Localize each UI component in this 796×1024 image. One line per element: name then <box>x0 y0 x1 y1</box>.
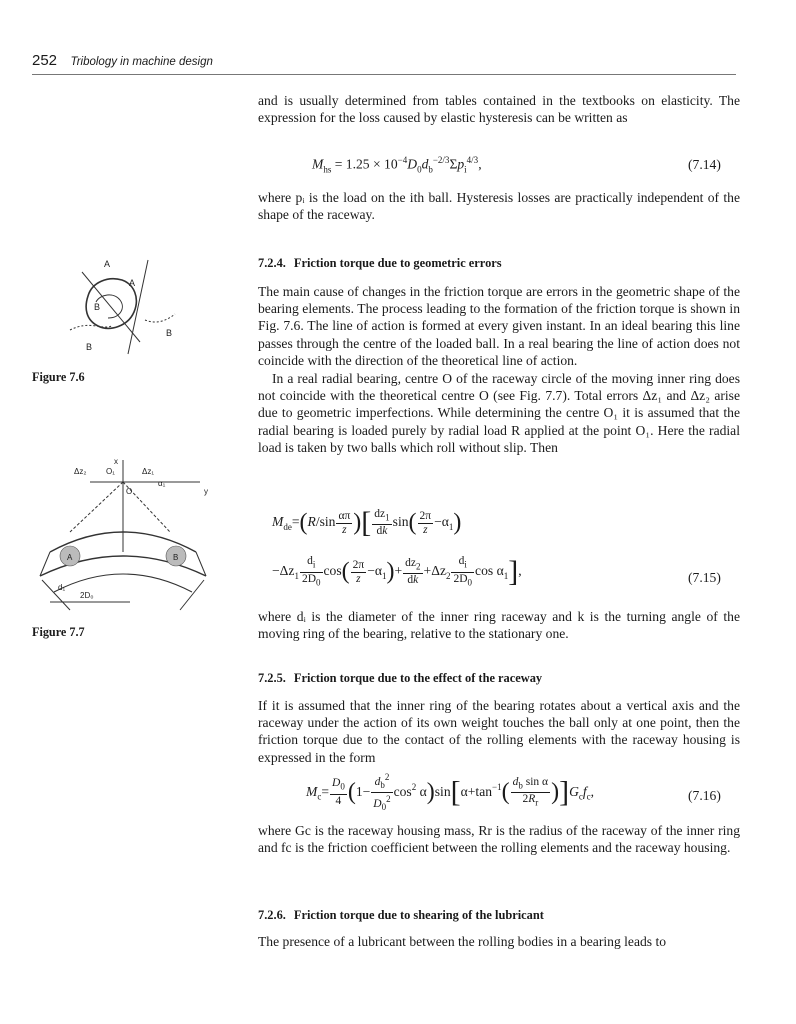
figure-7-7 <box>30 452 240 622</box>
equation-7-16: $M_c=$ $\frac{D_0}{4}$ (1− $\frac{d_b^2}{D_0^2}$ $\cos^2 \alpha)\sin[\alpha+\tan^{-1}$( $\frac{d_b \sin \alpha}{2R_r}$ )]$G_cf_c$, <box>306 772 595 813</box>
figure-7-7-label: A <box>67 553 73 562</box>
equation-7-14-number: (7.14) <box>688 157 721 172</box>
figure-7-6-label: A <box>104 259 111 269</box>
figure-7-7-label: O <box>126 487 133 496</box>
figure-7-6-label: B <box>166 328 173 338</box>
section-number: 7.2.5. <box>258 671 286 685</box>
section-heading-7-2-5 <box>258 671 542 686</box>
figure-7-6-label: A <box>129 278 136 288</box>
equation-7-15-number: (7.15) <box>688 570 721 585</box>
section-number: 7.2.6. <box>258 908 286 922</box>
figure-7-6-drawing <box>30 250 200 360</box>
section-title: Friction torque due to geometric errors <box>293 256 502 270</box>
header-rule <box>32 74 736 75</box>
section-7-2-4-paragraph-3: where dᵢ is the diameter of the inner ring raceway and k is the turning angle of the moving ring of the bearing, relative to the stationary one. <box>258 609 740 642</box>
equation-7-16-number: (7.16) <box>688 788 721 803</box>
figure-7-7-label: 2D₀ <box>80 591 94 600</box>
section-7-2-6-paragraph-1: The presence of a lubricant between the rolling bodies in a bearing leads to <box>258 934 667 949</box>
section-number: 7.2.4. <box>258 256 286 270</box>
figure-7-6 <box>30 250 200 365</box>
running-head <box>32 52 213 70</box>
figure-7-6-label: B <box>86 342 93 352</box>
figure-7-7-label: Δz₁ <box>142 467 155 476</box>
figure-7-7-label: O₁ <box>106 467 115 476</box>
section-7-2-4-paragraph-1: The main cause of changes in the friction torque are errors in the geometric shape of the bearing elements. The process leading to the formation of the friction torque is shown in Fig. 7.6. The line of action is formed at every given instant. In an ideal bearing this line passes through the centre of the loaded ball. In a real bearing the line of action does not coincide with the direction of the theoretical line of action. <box>258 284 740 368</box>
figure-7-7-label: B <box>173 553 179 562</box>
section-title: Friction torque due to the effect of the raceway <box>293 671 543 685</box>
page-number: 252 <box>32 52 58 69</box>
figure-7-6-label: B <box>94 302 101 312</box>
section-7-2-5-paragraph-2: where Gc is the raceway housing mass, Rr is the radius of the raceway of the inner ring and fc is the friction coefficient between the rolling elements and the raceway housing. <box>258 823 740 856</box>
figure-7-7-label: d₁ <box>58 583 66 592</box>
equation-7-15-line-2: $-\Delta z_1$ $\frac{d_i}{2D_0}$ cos( $\frac{2\pi}{z}$ $-\alpha_1)+$ $\frac{dz_2}{dk}$ $+\Delta z_2$ $\frac{d_i}{2D_0}$ $\cos \alpha_1$], <box>272 555 522 588</box>
equation-7-14: $M_{hs} = 1.25 \times 10^{-4}D_0d_b^{-2/3}\Sigma p_i^{4/3}$, <box>312 155 482 175</box>
section-7-2-5-paragraph-1: If it is assumed that the inner ring of the bearing rotates about a vertical axis and the raceway under the action of its own weight touches the ball only at one point, then the friction torque due to the contact of the rolling elements with the raceway housing is expressed in the form <box>258 698 740 765</box>
section-title: Friction torque due to shearing of the lubricant <box>293 908 544 922</box>
figure-7-7-label: Δz₂ <box>74 467 87 476</box>
figure-7-7-caption: Figure 7.7 <box>32 625 85 639</box>
section-heading-7-2-6 <box>258 908 544 923</box>
intro-paragraph-2: where pᵢ is the load on the ith ball. Hysteresis losses are practically independent of the shape of the raceway. <box>258 190 740 223</box>
book-title: Tribology in machine design <box>70 56 213 68</box>
figure-7-7-label: α₁ <box>158 479 166 488</box>
figure-7-7-label: x <box>114 457 118 466</box>
figure-7-7-label: y <box>204 487 208 496</box>
section-heading-7-2-4 <box>258 256 502 271</box>
figure-7-7-drawing <box>30 452 240 617</box>
equation-7-15-line-1: $M_{de}=(R/\sin$ $\frac{\alpha\pi}{z}$ )[ $\frac{dz_1}{dk}$ sin( $\frac{2\pi}{z}$ $-\alpha_1$) <box>272 506 462 539</box>
intro-paragraph: and is usually determined from tables contained in the textbooks on elasticity. The expression for the loss caused by elastic hysteresis can be written as <box>258 93 740 126</box>
figure-7-6-caption: Figure 7.6 <box>32 370 85 384</box>
section-7-2-4-paragraph-2: In a real radial bearing, centre O of the raceway circle of the moving inner ring does not coincide with the theoretical centre O (see Fig. 7.7). Total errors Δz₁ and Δz₂ arise due to geometric imperfections. While determining the centre O₁ it is assumed that the radial bearing is loaded purely by radial load R applied at the point O₁. Here the radial load is taken by two balls which roll without slip. Then <box>258 371 740 455</box>
